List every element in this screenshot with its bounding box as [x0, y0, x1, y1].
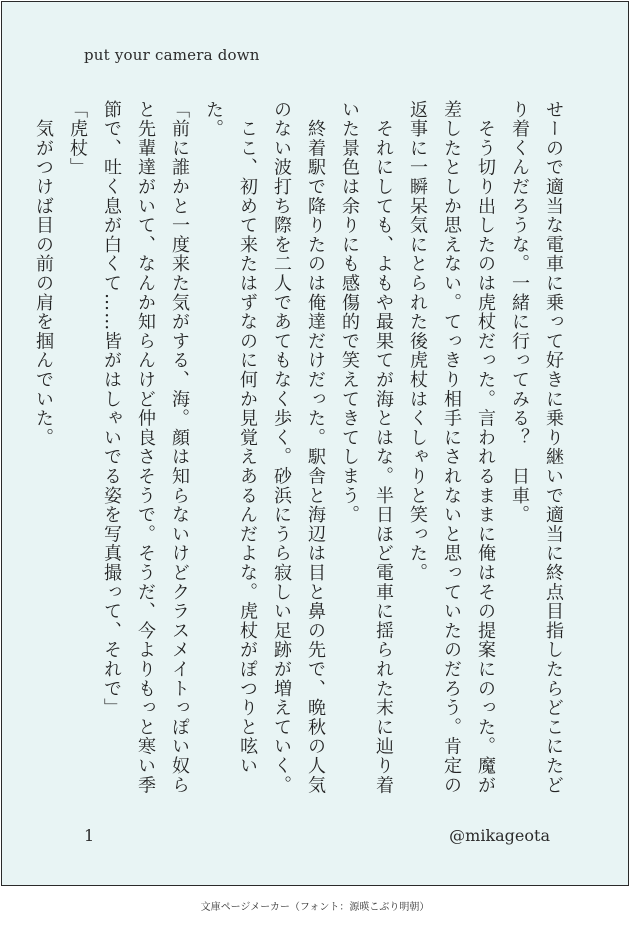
- page-header-title: put your camera down: [84, 46, 260, 64]
- vertical-body-text: [26, 100, 570, 810]
- paragraph: 終着駅で降りたのは俺達だけだった。駅舎と海辺は目と鼻の先で、晩秋の人気のない波打ち際を二人であてもなく歩く。砂浜にうら寂しい足跡が増えていく。: [271, 100, 326, 795]
- page-frame: [1, 1, 629, 886]
- paragraph: 「前に誰かと一度来た気がする、海。顔は知らないけどクラスメイトっぽい奴らと先輩達がいて、なんか知らんけど仲良さそうで。そうだ、今よりもっと寒い季節で、吐く息が白くて……皆がはしゃいでる姿を写真撮って、それで」: [101, 100, 190, 795]
- paragraph: 「虎杖」: [67, 100, 88, 178]
- paragraph: そう切り出したのは虎杖だった。言われるままに俺はその提案にのった。魔が差したとしか思えない。てっきり相手にされないと思っていたのだろう。肯定の返事に一瞬呆気にとられた後虎杖はくしゃりと笑った。: [407, 100, 496, 795]
- paragraph: それにしても、よもや最果てが海とはな。半日ほど電車に揺られた末に辿り着いた景色は余りにも感傷的で笑えてきてしまう。: [339, 100, 394, 795]
- page-number: 1: [84, 826, 95, 845]
- author-handle: @mikageota: [449, 826, 550, 845]
- paragraph: ここ、初めて来たはずなのに何か見覚えあるんだよな。虎杖がぽつりと呟いた。: [203, 100, 258, 776]
- paragraph: せーので適当な電車に乗って好きに乗り継いで適当に終点目指したらどこにたどり着くんだろうな。一緒に行ってみる？ 日車。: [509, 100, 564, 795]
- footer-credit: 文庫ページメーカー（フォント：源暎こぶり明朝）: [200, 902, 430, 913]
- paragraph: 気がつけば目の前の肩を掴んでいた。: [33, 100, 54, 448]
